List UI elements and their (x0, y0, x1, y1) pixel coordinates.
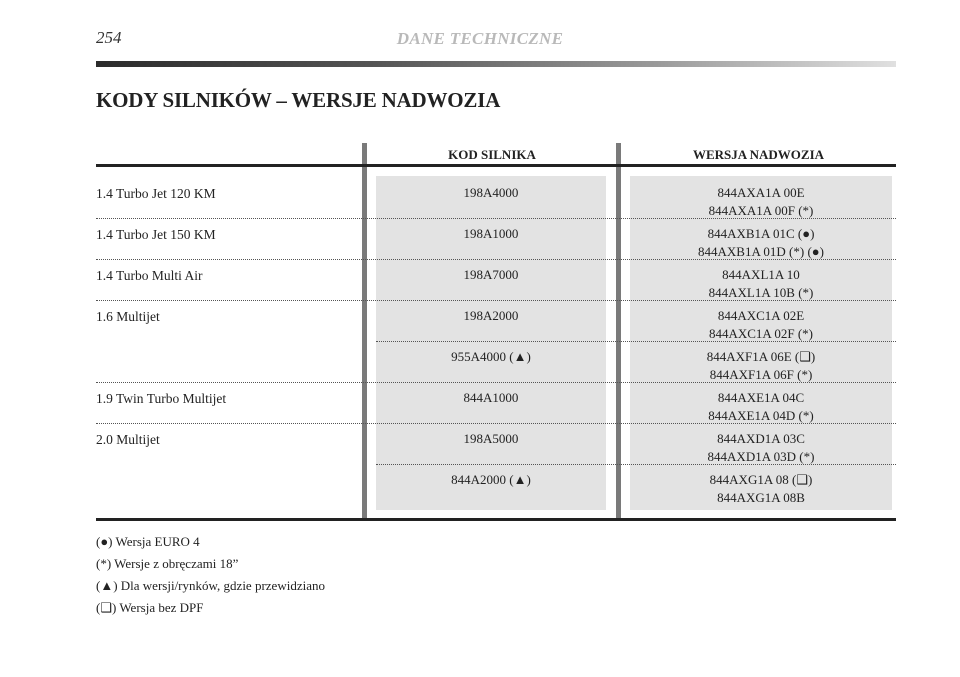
version-line: 844AXB1A 01D (*) (●) (698, 244, 824, 259)
body-version (630, 184, 892, 220)
version-line: 844AXD1A 03D (*) (707, 449, 815, 464)
engine-code: 198A2000 (463, 308, 519, 323)
engine-code: 198A4000 (463, 185, 519, 200)
version-line: 844AXA1A 00F (*) (708, 203, 814, 218)
header-rule (96, 61, 896, 67)
engine-model: 1.9 Twin Turbo Multijet (96, 391, 227, 406)
engine-model: 1.4 Turbo Multi Air (96, 268, 203, 283)
table-row (96, 383, 896, 424)
version-line: 844AXG1A 08 (❑) (709, 472, 813, 487)
version-line: 844AXF1A 06E (❑) (706, 349, 816, 364)
version-line: 844AXD1A 03C (717, 431, 805, 446)
table-row (96, 219, 896, 260)
table-row (96, 465, 896, 506)
body-version (630, 389, 892, 425)
body-version (630, 307, 892, 343)
version-line: 844AXE1A 04C (717, 390, 805, 405)
body-version (630, 266, 892, 302)
table-row (96, 342, 896, 383)
body-version (630, 471, 892, 507)
engine-code: 198A1000 (463, 226, 519, 241)
version-line: 844AXL1A 10 (722, 267, 800, 282)
version-line: 844AXL1A 10B (*) (708, 285, 814, 300)
running-title: DANE TECHNICZNE (396, 29, 564, 48)
page-number: 254 (96, 28, 122, 47)
engine-code: 198A7000 (463, 267, 519, 282)
version-line: 844AXB1A 01C (●) (707, 226, 815, 241)
body-version-header: WERSJA NADWOZIA (692, 147, 825, 162)
version-line: 844AXC1A 02F (*) (708, 326, 813, 341)
engine-code: 844A1000 (463, 390, 519, 405)
engine-code-header: KOD SILNIKA (448, 147, 536, 162)
version-line: 844AXE1A 04D (*) (708, 408, 814, 423)
engine-code: 198A5000 (463, 431, 519, 446)
footnote: (●) Wersja EURO 4 (96, 534, 200, 549)
body-version (630, 430, 892, 466)
engine-codes-table (96, 143, 896, 521)
footnotes (96, 531, 325, 619)
table-row (96, 301, 896, 342)
section-title: KODY SILNIKÓW – WERSJE NADWOZIA (96, 88, 501, 112)
version-line: 844AXA1A 00E (717, 185, 805, 200)
engine-code: 844A2000 (▲) (451, 472, 531, 487)
engine-model: 1.4 Turbo Jet 150 KM (96, 227, 216, 242)
version-line: 844AXC1A 02E (717, 308, 805, 323)
engine-model: 1.6 Multijet (96, 309, 160, 324)
table-bottom-rule (96, 518, 896, 521)
engine-code: 955A4000 (▲) (451, 349, 531, 364)
engine-model: 2.0 Multijet (96, 432, 160, 447)
body-version (630, 225, 892, 261)
table-row (96, 178, 896, 219)
body-version (630, 348, 892, 384)
engine-model: 1.4 Turbo Jet 120 KM (96, 186, 216, 201)
table-top-rule (96, 164, 896, 167)
table-row (96, 424, 896, 465)
footnote: (▲) Dla wersji/rynków, gdzie przewidziano (96, 578, 325, 593)
footnote: (❑) Wersja bez DPF (96, 600, 204, 615)
version-line: 844AXG1A 08B (717, 490, 805, 505)
footnote: (*) Wersje z obręczami 18” (96, 556, 239, 571)
version-line: 844AXF1A 06F (*) (709, 367, 813, 382)
table-row (96, 260, 896, 301)
